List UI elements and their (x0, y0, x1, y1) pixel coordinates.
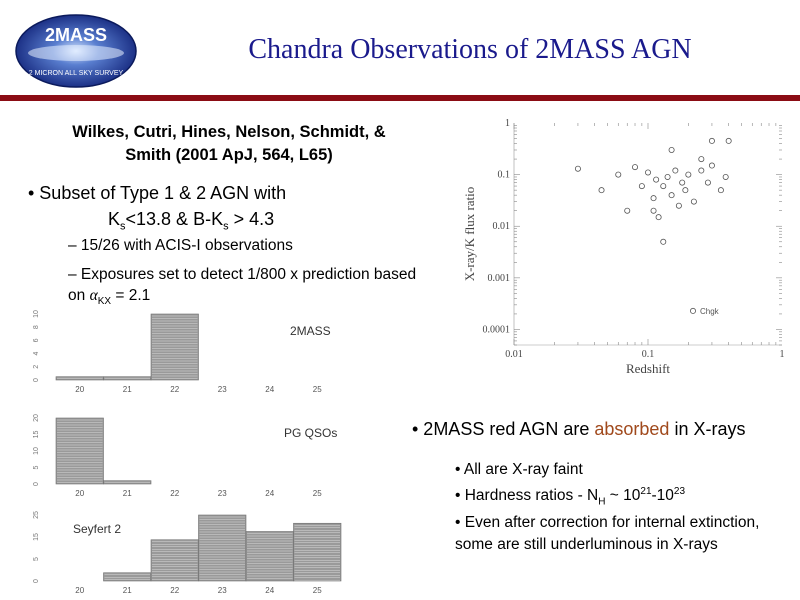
x-tick-label: 24 (265, 385, 275, 394)
x-tick-label: 25 (312, 586, 322, 595)
data-point (625, 208, 630, 213)
bar (294, 523, 342, 581)
data-point (709, 163, 714, 168)
logo-name: 2MASS (44, 25, 108, 45)
bar-fill (199, 515, 247, 581)
bar (151, 314, 199, 380)
histogram-pg-qsos (28, 412, 368, 500)
histogram-2mass (28, 308, 368, 396)
y-tick-label: 0 (33, 579, 40, 583)
data-point (654, 177, 659, 182)
bar (246, 532, 294, 582)
data-point (669, 193, 674, 198)
x-tick-label: 23 (217, 586, 227, 595)
data-point (639, 183, 644, 188)
y-tick-label: 0.01 (492, 221, 510, 233)
bar-fill (294, 523, 342, 581)
alpha-subscript: KX (97, 296, 112, 308)
y-tick-label: 0.1 (497, 169, 510, 181)
y-tick-label: 0 (33, 482, 40, 486)
slide-title: Chandra Observations of 2MASS AGN (248, 34, 692, 65)
y-tick-label: 5 (33, 465, 40, 470)
redshift-flux-scatter-plot (458, 115, 788, 377)
ks-condition (108, 209, 274, 233)
ks-sub-s: s (120, 220, 126, 233)
data-point (599, 188, 604, 193)
data-point (669, 147, 674, 152)
data-point (616, 172, 621, 177)
point-hardness-ratios (455, 481, 790, 513)
data-point (575, 166, 580, 171)
y-tick-label: 4 (33, 351, 40, 356)
data-point (683, 188, 688, 193)
authors-line-1: Wilkes, Cutri, Hines, Nelson, Schmidt, & (72, 123, 386, 141)
y-tick-label: 0 (33, 378, 40, 382)
hardness-sup-1: 21 (640, 485, 652, 497)
histogram-seyfert-2 (28, 509, 368, 597)
bullet-subset: • Subset of Type 1 & 2 AGN with (28, 183, 287, 203)
findings-list (455, 459, 790, 555)
y-tick-label: 5 (33, 557, 40, 561)
data-point (699, 156, 704, 161)
data-point (699, 168, 704, 173)
bar-fill (104, 481, 152, 484)
histogram-label: 2MASS (290, 324, 331, 338)
absorbed-prefix: • 2MASS red AGN are (412, 419, 595, 439)
x-tick-label: 21 (122, 385, 132, 394)
bullet-absorbed (412, 419, 745, 440)
data-point (676, 203, 681, 208)
y-tick-label: 8 (33, 325, 40, 330)
histogram-label: PG QSOs (284, 426, 338, 440)
point-xray-faint: • All are X-ray faint (455, 461, 583, 478)
data-point (661, 183, 666, 188)
sub-bullet-exposures (68, 264, 428, 312)
authors-citation (20, 121, 438, 167)
hardness-pre: • Hardness ratios - N (455, 486, 599, 504)
bar-fill (56, 418, 104, 484)
data-point (632, 164, 637, 169)
bar (199, 515, 247, 581)
data-point (651, 196, 656, 201)
x-tick-label: 25 (312, 489, 322, 498)
alpha-symbol: α (89, 287, 98, 304)
data-point (661, 239, 666, 244)
x-tick-label: 21 (122, 489, 132, 498)
bar (56, 377, 104, 380)
sub-bullet-acis: – 15/26 with ACIS-I observations (68, 237, 293, 254)
absorbed-highlight: absorbed (594, 419, 670, 439)
x-tick-label: 25 (312, 385, 322, 394)
x-tick-label: 23 (217, 385, 227, 394)
y-tick-label: 15 (33, 533, 40, 541)
legend-label: Chgk (700, 306, 719, 316)
absorbed-suffix: in X-rays (669, 419, 746, 439)
2mass-logo (14, 13, 138, 89)
hardness-sup-2: 23 (673, 485, 686, 497)
x-tick-label: 1 (779, 349, 785, 360)
ks-mid: <13.8 & B-K (125, 209, 224, 229)
hardness-dash: -10 (651, 486, 674, 504)
y-tick-label: 6 (33, 338, 40, 343)
bar-fill (151, 540, 199, 581)
y-tick-label: 0.001 (487, 272, 510, 284)
bar (56, 418, 104, 484)
ks-end: > 4.3 (228, 209, 275, 229)
data-point (656, 215, 661, 220)
x-tick-label: 0.01 (505, 349, 523, 360)
data-point (709, 138, 714, 143)
hardness-sub-h: H (598, 495, 606, 507)
bar (104, 573, 152, 581)
title-divider (0, 95, 800, 101)
data-point (645, 170, 650, 175)
data-point (673, 168, 678, 173)
bar-fill (104, 377, 152, 380)
y-tick-label: 25 (33, 511, 40, 519)
data-point (651, 208, 656, 213)
y-tick-label: 10 (33, 310, 40, 318)
y-tick-label: 20 (33, 414, 40, 422)
y-tick-label: 10 (33, 447, 40, 455)
ks-sub-s2: s (223, 220, 229, 233)
y-tick-label: 0.0001 (482, 324, 510, 336)
bar-fill (56, 377, 104, 380)
point-underluminous: • Even after correction for internal extinction, some are still underluminous in X-rays (455, 514, 760, 553)
x-tick-label: 21 (122, 586, 132, 595)
x-tick-label: 23 (217, 489, 227, 498)
data-point (723, 174, 728, 179)
x-tick-label: 22 (170, 586, 180, 595)
bar (104, 377, 152, 380)
x-tick-label: 0.1 (641, 349, 655, 360)
exposures-tail: = 2.1 (111, 287, 151, 304)
x-tick-label: 24 (265, 586, 275, 595)
x-tick-label: 22 (170, 489, 180, 498)
data-point (726, 138, 731, 143)
data-point (718, 188, 723, 193)
x-tick-label: 20 (75, 586, 85, 595)
data-point (680, 180, 685, 185)
x-axis-label: Redshift (625, 361, 671, 376)
y-tick-label: 15 (33, 430, 40, 439)
legend-marker (690, 308, 695, 313)
x-tick-label: 24 (265, 489, 275, 498)
x-tick-label: 20 (75, 489, 85, 498)
x-tick-label: 20 (75, 385, 85, 394)
data-point (691, 199, 696, 204)
bar-fill (151, 314, 199, 380)
data-point (665, 174, 670, 179)
x-tick-label: 22 (170, 385, 180, 394)
logo-ring-text: 2 MICRON ALL SKY SURVEY (28, 70, 124, 77)
bar (151, 540, 199, 581)
data-point (686, 172, 691, 177)
ks-k: K (108, 209, 121, 229)
histogram-label: Seyfert 2 (73, 522, 122, 536)
y-axis-label: X-ray/K flux ratio (462, 186, 477, 282)
y-tick-label: 2 (33, 364, 40, 369)
authors-line-2: Smith (2001 ApJ, 564, L65) (125, 146, 333, 164)
hardness-mid: ~ 10 (605, 486, 641, 504)
y-tick-label: 1 (505, 118, 510, 129)
exposures-text: – Exposures set to detect 1/800 x prediction based on (68, 266, 417, 304)
bar (104, 481, 152, 484)
data-point (705, 180, 710, 185)
